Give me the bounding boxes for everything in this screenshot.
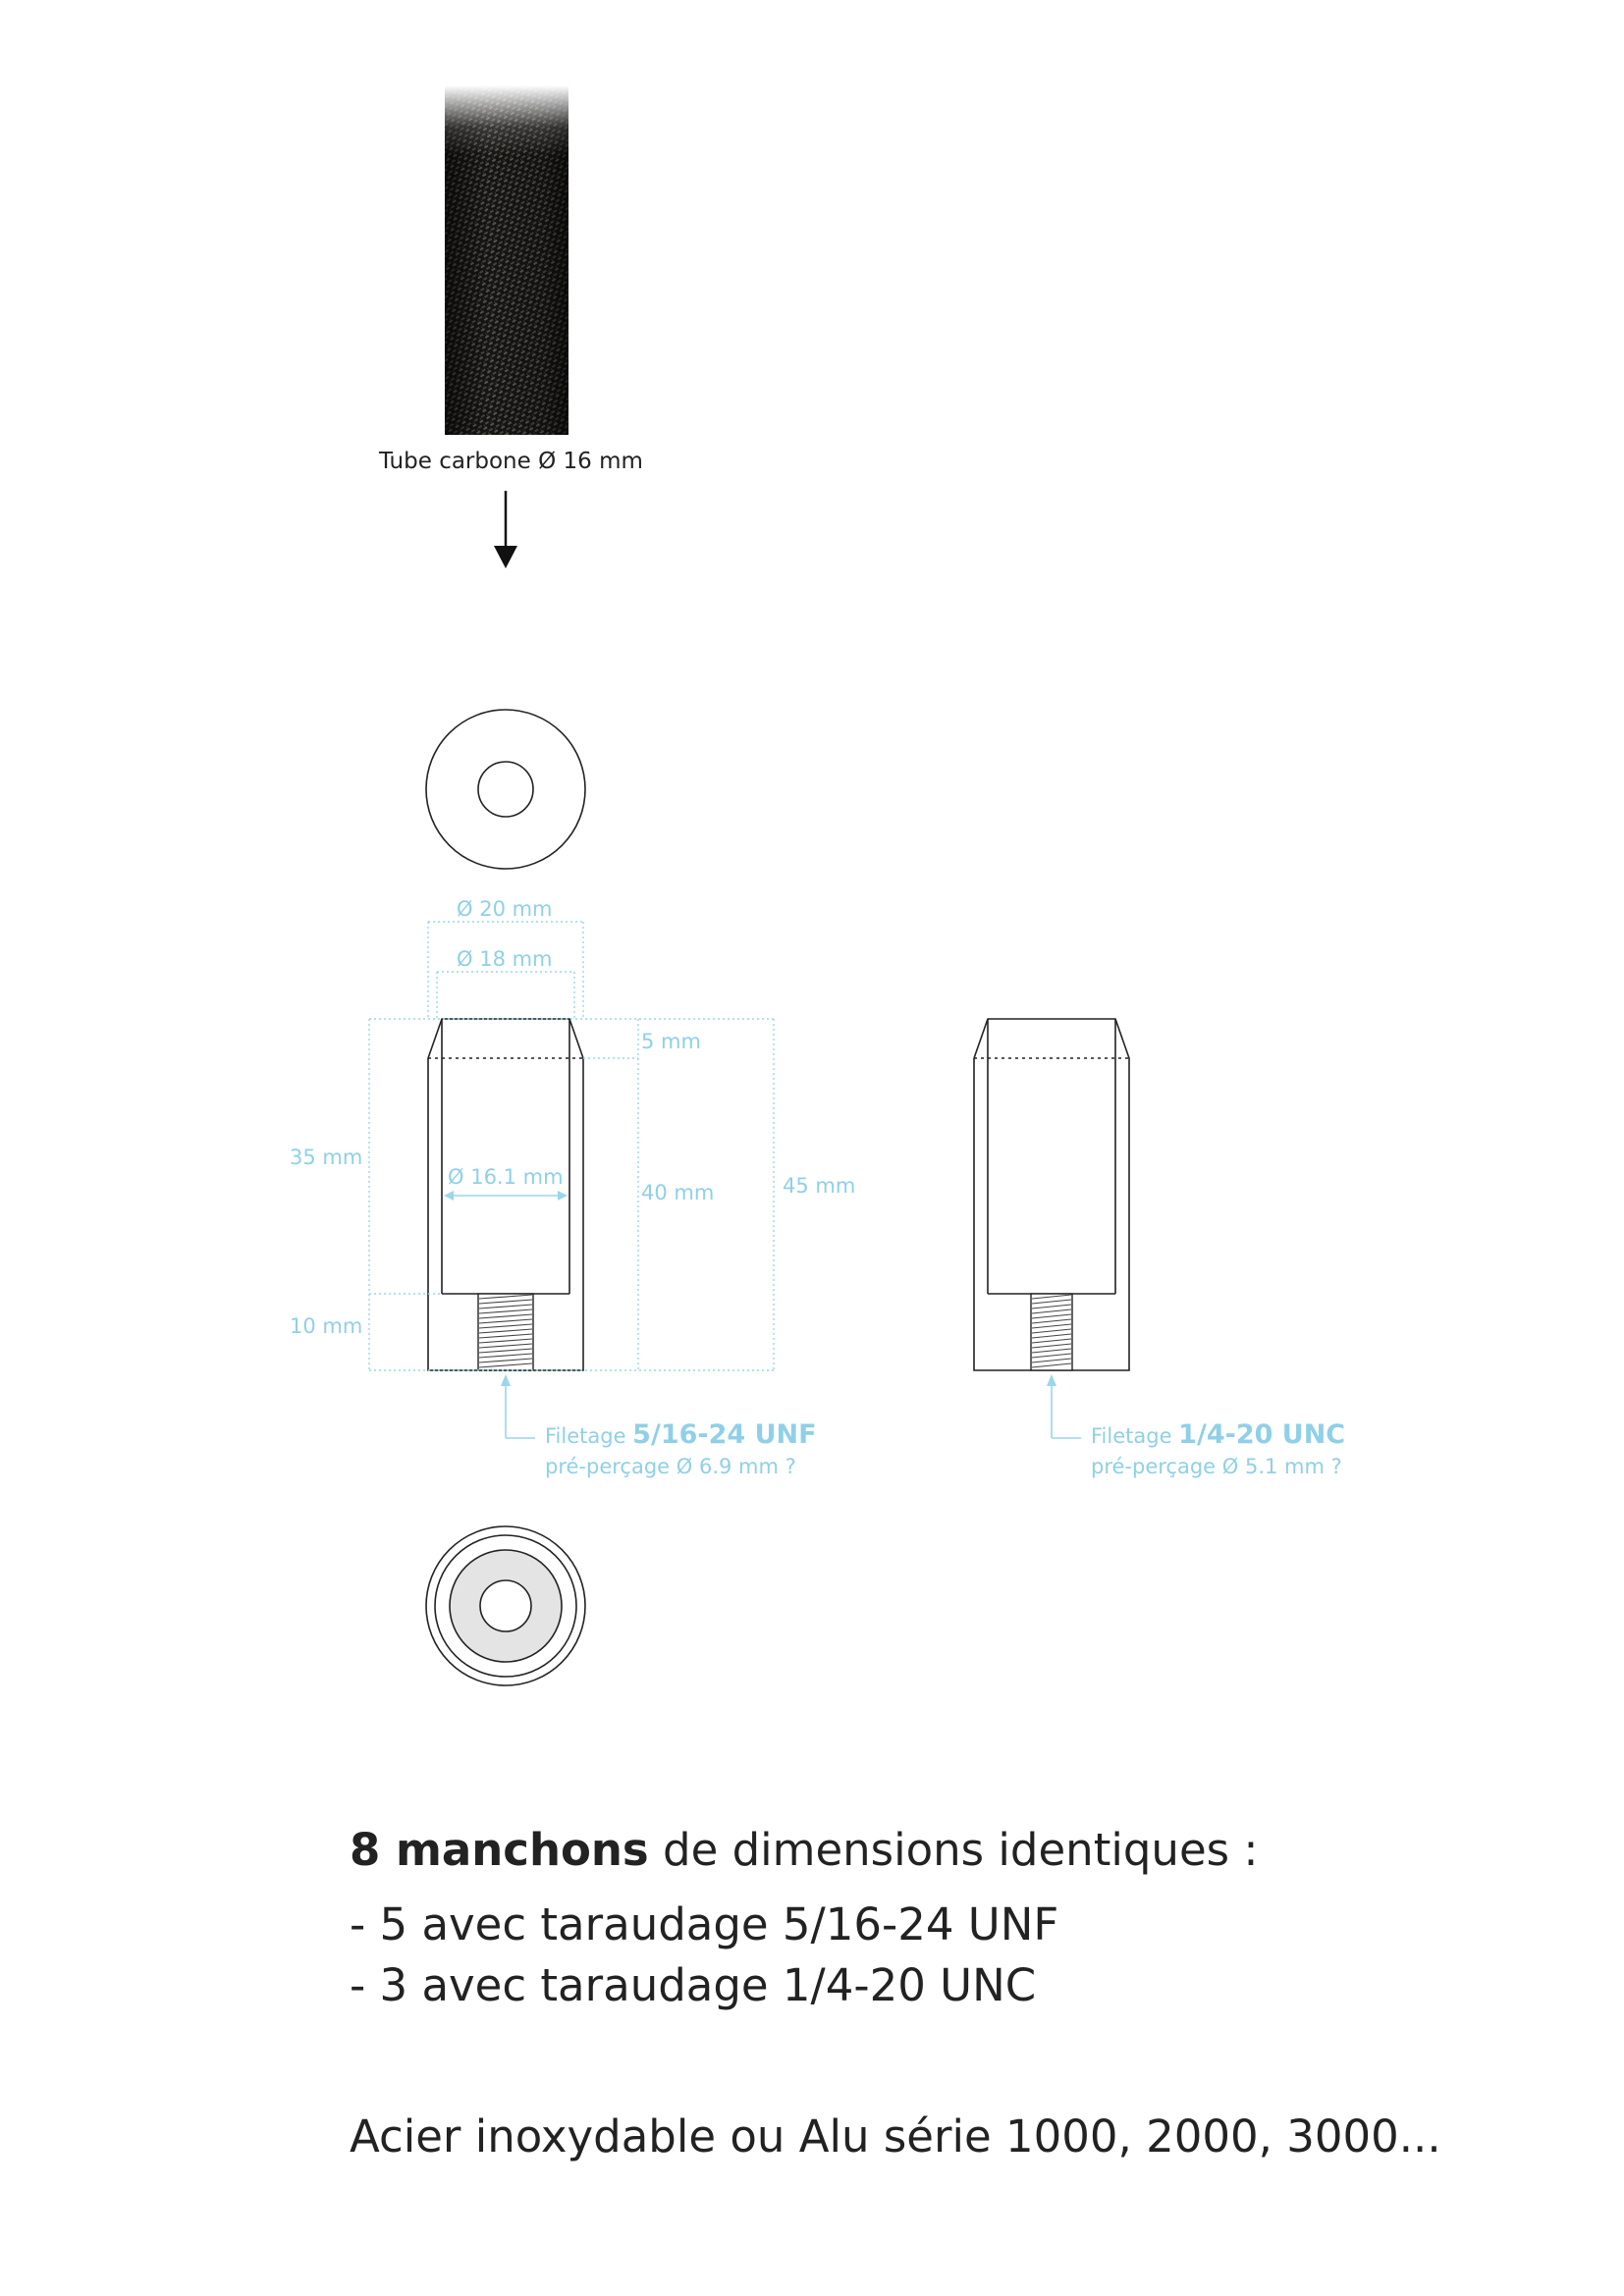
tube-label: Tube carbone Ø 16 mm — [379, 449, 643, 474]
total-height-label: 45 mm — [783, 1174, 856, 1198]
spec-line-unf: - 5 avec taraudage 5/16-24 UNF — [350, 1898, 1059, 1950]
predrill-callout-unf: pré-perçage Ø 6.9 mm ? — [545, 1455, 796, 1478]
thread-callout-unf: Filetage 5/16-24 UNF — [545, 1419, 817, 1450]
thread-length-label: 10 mm — [290, 1314, 363, 1338]
bore-diameter-label: Ø 16.1 mm — [448, 1165, 564, 1189]
body-height-label: 40 mm — [641, 1181, 715, 1204]
carbon-tube-image — [445, 85, 568, 435]
thread-callout-unc: Filetage 1/4-20 UNC — [1091, 1419, 1346, 1450]
sleeve-side-view-unc — [974, 1019, 1129, 1370]
material-note: Acier inoxydable ou Alu série 1000, 2000, 3000... — [350, 2110, 1441, 2163]
rim-diameter-label: Ø 18 mm — [457, 947, 553, 971]
chamfer-label: 5 mm — [641, 1030, 701, 1053]
sleeve-bottom-view — [426, 1526, 585, 1685]
spec-line-unc: - 3 avec taraudage 1/4-20 UNC — [350, 1959, 1037, 2011]
bore-depth-label: 35 mm — [290, 1146, 363, 1169]
arrow-down-icon — [494, 491, 517, 568]
outer-diameter-label: Ø 20 mm — [457, 897, 553, 921]
predrill-callout-unc: pré-perçage Ø 5.1 mm ? — [1091, 1455, 1342, 1478]
sleeve-top-view — [426, 710, 585, 869]
spec-title: 8 manchons de dimensions identiques : — [350, 1824, 1259, 1876]
